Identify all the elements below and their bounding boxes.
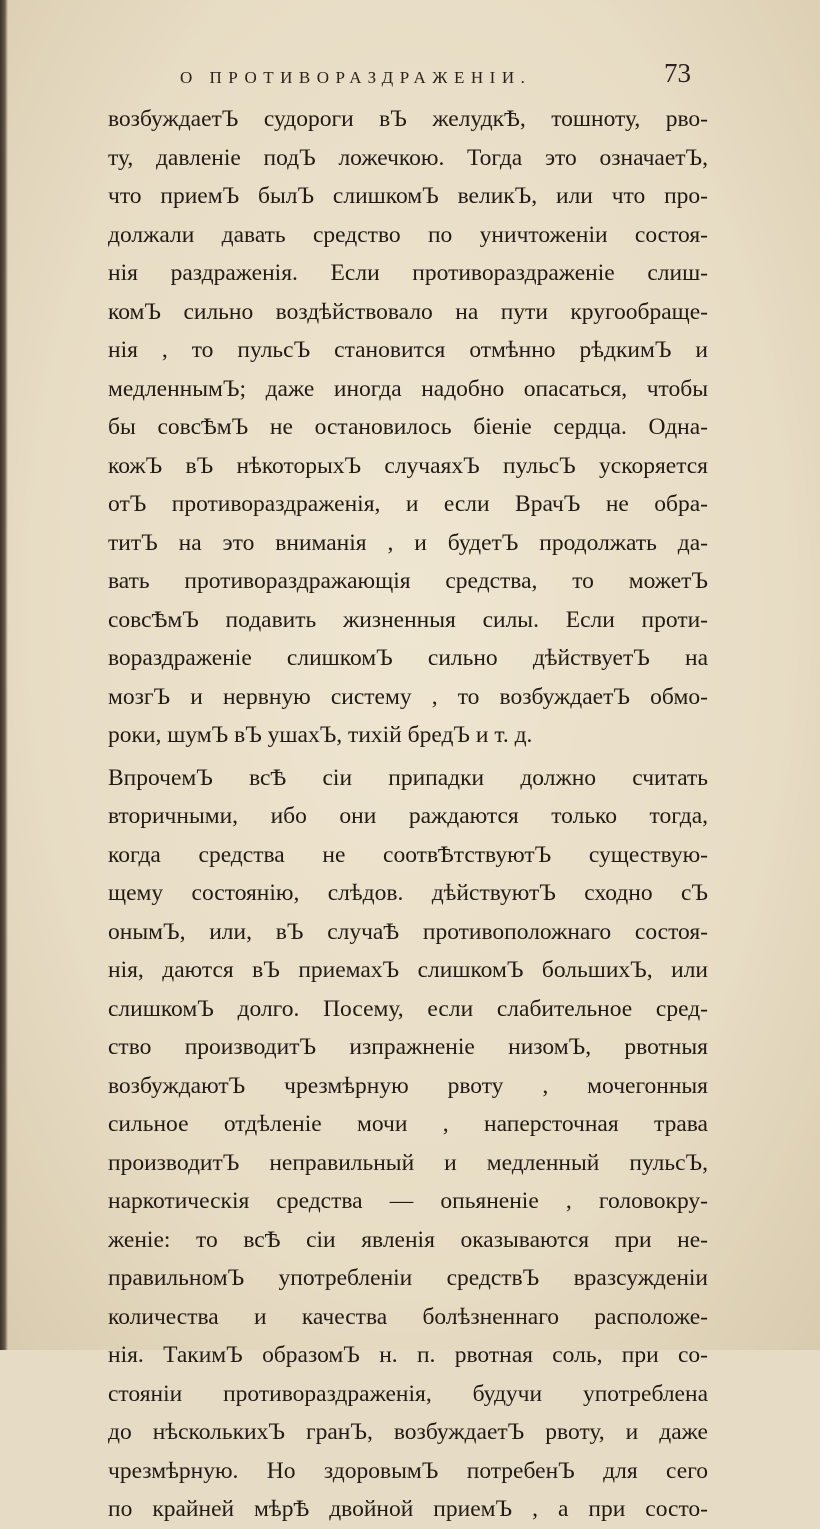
text-line: онымЪ, или, вЪ случаѢ противоположнаго состоя-: [108, 918, 708, 945]
text-line: когда средства не соотвѢтствуютЪ существую-: [108, 841, 708, 868]
text-line: роки, шумЪ вЪ ушахЪ, тихій бредЪ и т. д.: [108, 722, 533, 748]
text-line: ство производитЪ изпражненіе низомЪ, рвотныя: [108, 1034, 708, 1060]
text-line: нія. ТакимЪ образомЪ н. п. рвотная соль, при со-: [108, 1342, 708, 1368]
text-line: по крайней мѣрѢ двойной приемЪ , а при состо-: [108, 1496, 708, 1522]
page-binding-edge: [0, 0, 8, 1350]
text-line: кожЪ вЪ нѣкоторыхЪ случаяхЪ пульсЪ ускоряется: [108, 452, 708, 479]
text-line: вораздраженіе слишкомЪ сильно дѣйствуетЪ на: [108, 645, 708, 671]
text-line: количества и качества болѣзненнаго расположе-: [108, 1303, 708, 1330]
text-line: нія , то пульсЪ становится отмѣнно рѣдкимЪ и: [108, 337, 708, 363]
text-line: возбуждаетЪ судороги вЪ желудкѢ, тошноту, рво-: [108, 106, 708, 132]
page-number: 73: [664, 58, 691, 88]
text-line: чрезмѣрную. Но здоровымЪ потребенЪ для сего: [108, 1457, 708, 1484]
text-line: слишкомЪ долго. Посему, если слабительное сред-: [108, 995, 708, 1022]
text-line: возбуждаютЪ чрезмѣрную рвоту , мочегонныя: [108, 1072, 708, 1099]
text-line: мозгЪ и нервную систему , то возбуждаетЪ обмо-: [108, 683, 708, 710]
text-line: бы совсѢмЪ не остановилось біеніе сердца. Одна-: [108, 414, 708, 440]
text-line: щему состоянію, слѣдов. дѣйствуютЪ сходно сЪ: [108, 880, 708, 906]
paragraph-1: [108, 100, 708, 755]
text-line: вать противораздражающія средства, то можетЪ: [108, 568, 708, 594]
text-line: отЪ противораздраженія, и если ВрачЪ не обра-: [108, 491, 708, 517]
text-line: ВпрочемЪ всѢ сіи припадки должно считать: [108, 764, 708, 791]
text-line: должали давать средство по уничтоженіи состоя-: [108, 221, 708, 248]
text-line: сильное отдѣленіе мочи , наперсточная трава: [108, 1111, 708, 1137]
text-line: нія раздраженія. Если противораздраженіе слиш-: [108, 260, 708, 286]
paragraph-2: [108, 759, 708, 1529]
text-line: комЪ сильно воздѣйствовало на пути кругообраще-: [108, 298, 708, 325]
text-line: нія, даются вЪ приемахЪ слишкомЪ большихЪ, или: [108, 957, 708, 983]
body-text: [108, 100, 708, 1529]
text-line: что приемЪ былЪ слишкомЪ великЪ, или что про-: [108, 183, 708, 209]
text-line: медленнымЪ; даже иногда надобно опасаться, чтобы: [108, 375, 708, 402]
text-line: ту, давленіе подЪ ложечкою. Тогда это означаетЪ,: [108, 144, 708, 171]
text-line: титЪ на это вниманія , и будетЪ продолжать да-: [108, 529, 708, 556]
text-line: стояніи противораздраженія, будучи употреблена: [108, 1380, 708, 1407]
text-line: до нѣсколькихЪ гранЪ, возбуждаетЪ рвоту, и даже: [108, 1419, 708, 1445]
text-line: совсѢмЪ подавить жизненныя силы. Если проти-: [108, 606, 708, 633]
text-line: правильномЪ употребленіи средствЪ вразсужденіи: [108, 1265, 708, 1291]
running-head: О ПРОТИВОРАЗДРАЖЕНІИ.: [180, 68, 532, 87]
text-line: вторичными, ибо они раждаются только тогда,: [108, 803, 708, 829]
text-line: женіе: то всѢ сіи явленія оказываются при не-: [108, 1226, 708, 1253]
text-line: производитЪ неправильный и медленный пульсЪ,: [108, 1149, 708, 1176]
text-line: наркотическія средства — опьяненіе , головокру-: [108, 1188, 708, 1214]
